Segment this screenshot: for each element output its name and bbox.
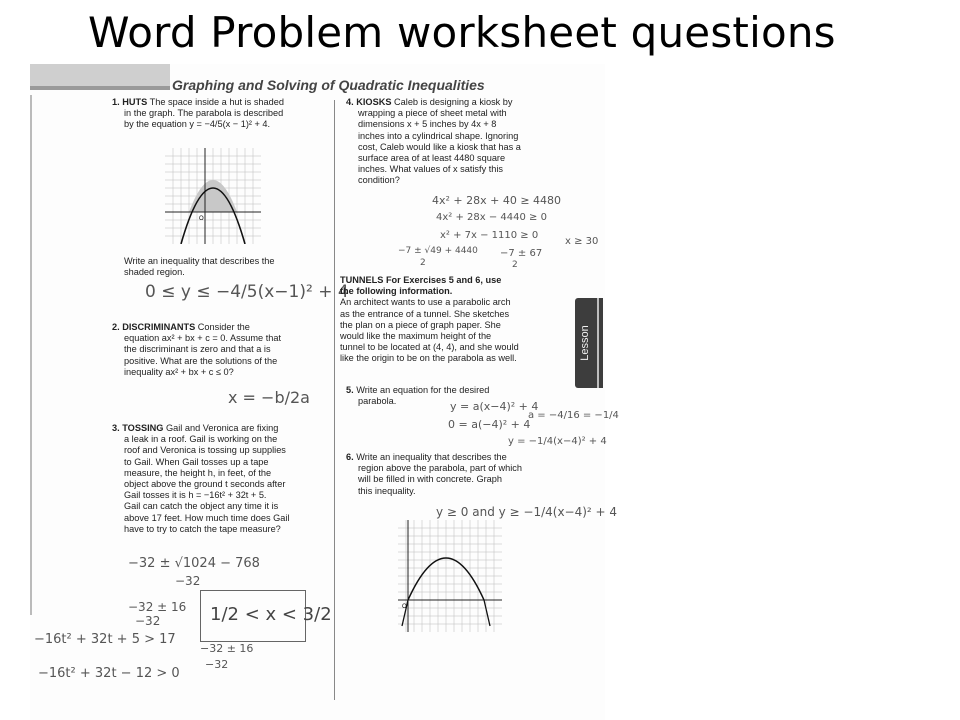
problem-1-prompt-2: shaded region. bbox=[124, 267, 185, 278]
problem-3-heading: TOSSING bbox=[122, 423, 164, 433]
problem-1-text-3: by the equation y = −4/5(x − 1)² + 4. bbox=[124, 119, 271, 130]
problem-3-line-10: have to try to catch the tape measure? bbox=[124, 523, 281, 534]
problem-6-number: 6. bbox=[346, 452, 354, 462]
problem-2-line-3: the discriminant is zero and that a is bbox=[124, 344, 271, 355]
problem-4-work-7: 2 bbox=[512, 260, 518, 270]
problem-3-line-6: object above the ground t seconds after bbox=[124, 479, 286, 490]
tunnels-line-5: tunnel to be located at (4, 4), and she would bbox=[340, 342, 519, 353]
problem-6-line-1: Write an inequality that describes the bbox=[356, 452, 507, 462]
problem-2-line-5: inequality ax² + bx + c ≤ 0? bbox=[124, 366, 234, 377]
tunnels-line-3: the plan on a piece of graph paper. She bbox=[340, 319, 501, 330]
problem-5-line-2: parabola. bbox=[358, 396, 397, 407]
problem-4-line-4: inches into a cylindrical shape. Ignoring bbox=[358, 130, 519, 141]
problem-5-work-1: y = a(x−4)² + 4 bbox=[450, 400, 539, 413]
lesson-tab-edge bbox=[597, 298, 599, 388]
problem-4-line-3: dimensions x + 5 inches by 4x + 8 bbox=[358, 119, 497, 130]
problem-3-line-1: Gail and Veronica are fixing bbox=[165, 423, 279, 433]
problem-2-line-1: Consider the bbox=[197, 322, 250, 332]
problem-3-work-3: −32 ± 16 bbox=[128, 600, 187, 614]
problem-4-work-1: 4x² + 28x + 40 ≥ 4480 bbox=[432, 194, 562, 207]
problem-1-number: 1. bbox=[112, 97, 120, 107]
problem-3-work-1: −32 ± √1024 − 768 bbox=[128, 556, 260, 571]
scan-left-edge bbox=[30, 95, 32, 615]
problem-4-work-3: x² + 7x − 1110 ≥ 0 bbox=[440, 230, 539, 241]
problem-1-prompt bbox=[124, 256, 329, 278]
problem-3-line-8: Gail can catch the object any time it is bbox=[124, 501, 279, 512]
svg-text:O: O bbox=[199, 216, 204, 222]
problem-6-graph bbox=[398, 520, 502, 632]
problem-6-line-3: will be filled in with concrete. Graph bbox=[358, 474, 503, 485]
problem-5-number: 5. bbox=[346, 385, 354, 395]
tunnels-line-6: like the origin to be on the parabola as well. bbox=[340, 353, 517, 364]
problem-1-text-2: in the graph. The parabola is described bbox=[124, 108, 284, 119]
tunnels-heading-2: the following information. bbox=[340, 286, 453, 297]
worksheet-header-strip bbox=[30, 86, 170, 90]
problem-1-prompt-1: Write an inequality that describes the bbox=[124, 256, 275, 266]
problem-4-work-5: 2 bbox=[420, 258, 426, 268]
tunnels-line-1: An architect wants to use a parabolic arch bbox=[340, 297, 511, 308]
problem-4-line-6: surface area of at least 4480 square bbox=[358, 153, 506, 164]
problem-3-line-5: measure, the height h, in feet, of the bbox=[124, 467, 272, 478]
problem-3-work-2: −32 bbox=[175, 574, 201, 588]
problem-2-heading: DISCRIMINANTS bbox=[122, 322, 196, 332]
problem-3-line-4: to Gail. When Gail tosses up a tape bbox=[124, 456, 269, 467]
problem-1-handwritten-answer: 0 ≤ y ≤ −4/5(x−1)² + 4 bbox=[145, 282, 349, 302]
worksheet-title: Graphing and Solving of Quadratic Inequalities bbox=[172, 77, 485, 93]
problem-5-handwritten-answer: y = −1/4(x−4)² + 4 bbox=[508, 436, 607, 447]
column-divider bbox=[334, 100, 335, 700]
problem-3 bbox=[112, 423, 332, 535]
problem-3-work-4: −32 bbox=[135, 614, 161, 628]
problem-6 bbox=[346, 452, 571, 497]
problem-5-work-2: 0 = a(−4)² + 4 bbox=[448, 418, 531, 431]
problem-2-line-4: positive. What are the solutions of the bbox=[124, 355, 278, 366]
problem-4-line-8: condition? bbox=[358, 175, 400, 186]
problem-4-line-1: Caleb is designing a kiosk by bbox=[394, 97, 513, 107]
svg-text:O: O bbox=[402, 604, 407, 610]
lesson-tab-label: Lesson bbox=[579, 325, 591, 361]
problem-4-work-6: −7 ± 67 bbox=[500, 248, 543, 259]
problem-3-work-6: −32 bbox=[205, 658, 229, 671]
problem-3-number: 3. bbox=[112, 423, 120, 433]
problem-5-work-3: a = −4/16 = −1/4 bbox=[528, 410, 619, 421]
problem-3-line-7: Gail tosses it is h = −16t² + 32t + 5. bbox=[124, 490, 267, 501]
problem-4-number: 4. bbox=[346, 97, 354, 107]
problem-2-line-2: equation ax² + bx + c = 0. Assume that bbox=[124, 333, 282, 344]
problem-4-line-7: inches. What values of x satisfy this bbox=[358, 164, 504, 175]
slide-title: Word Problem worksheet questions bbox=[88, 8, 836, 57]
problem-4-handwritten-answer: x ≥ 30 bbox=[565, 236, 599, 247]
problem-3-handwritten-answer: 1/2 < x < 3/2 bbox=[210, 604, 332, 625]
tunnels-line-2: as the entrance of a tunnel. She sketches bbox=[340, 308, 510, 319]
problem-4 bbox=[346, 97, 571, 187]
problem-1 bbox=[112, 97, 327, 131]
problem-3-work-7: −16t² + 32t + 5 > 17 bbox=[34, 632, 176, 647]
tunnels-line-4: would like the maximum height of the bbox=[340, 331, 492, 342]
problem-3-work-8: −16t² + 32t − 12 > 0 bbox=[38, 666, 180, 681]
tunnels-heading: TUNNELS For Exercises 5 and 6, use bbox=[340, 275, 502, 285]
problem-1-heading: HUTS bbox=[122, 97, 148, 107]
problem-5-line-1: Write an equation for the desired bbox=[356, 385, 490, 395]
problem-2 bbox=[112, 322, 332, 378]
problem-4-heading: KIOSKS bbox=[356, 97, 392, 107]
problem-4-line-2: wrapping a piece of sheet metal with bbox=[358, 108, 507, 119]
problem-3-line-3: roof and Veronica is tossing up supplies bbox=[124, 445, 286, 456]
problem-4-work-4: −7 ± √49 + 4440 bbox=[398, 246, 478, 256]
problem-6-line-2: region above the parabola, part of which bbox=[358, 463, 522, 474]
problem-1-text-1: The space inside a hut is shaded bbox=[149, 97, 284, 107]
problem-3-line-9: above 17 feet. How much time does Gail bbox=[124, 512, 290, 523]
problem-6-line-4: this inequality. bbox=[358, 485, 416, 496]
problem-4-work-2: 4x² + 28x − 4440 ≥ 0 bbox=[436, 212, 547, 223]
problem-2-handwritten-answer: x = −b/2a bbox=[228, 388, 310, 407]
problem-4-line-5: cost, Caleb would like a kiosk that has a bbox=[358, 141, 521, 152]
tunnels-section bbox=[340, 275, 572, 365]
problem-1-graph bbox=[165, 148, 261, 244]
problem-2-number: 2. bbox=[112, 322, 120, 332]
problem-3-line-2: a leak in a roof. Gail is working on the bbox=[124, 434, 278, 445]
problem-6-handwritten-answer: y ≥ 0 and y ≥ −1/4(x−4)² + 4 bbox=[436, 505, 618, 519]
problem-3-work-5: −32 ± 16 bbox=[200, 642, 254, 655]
